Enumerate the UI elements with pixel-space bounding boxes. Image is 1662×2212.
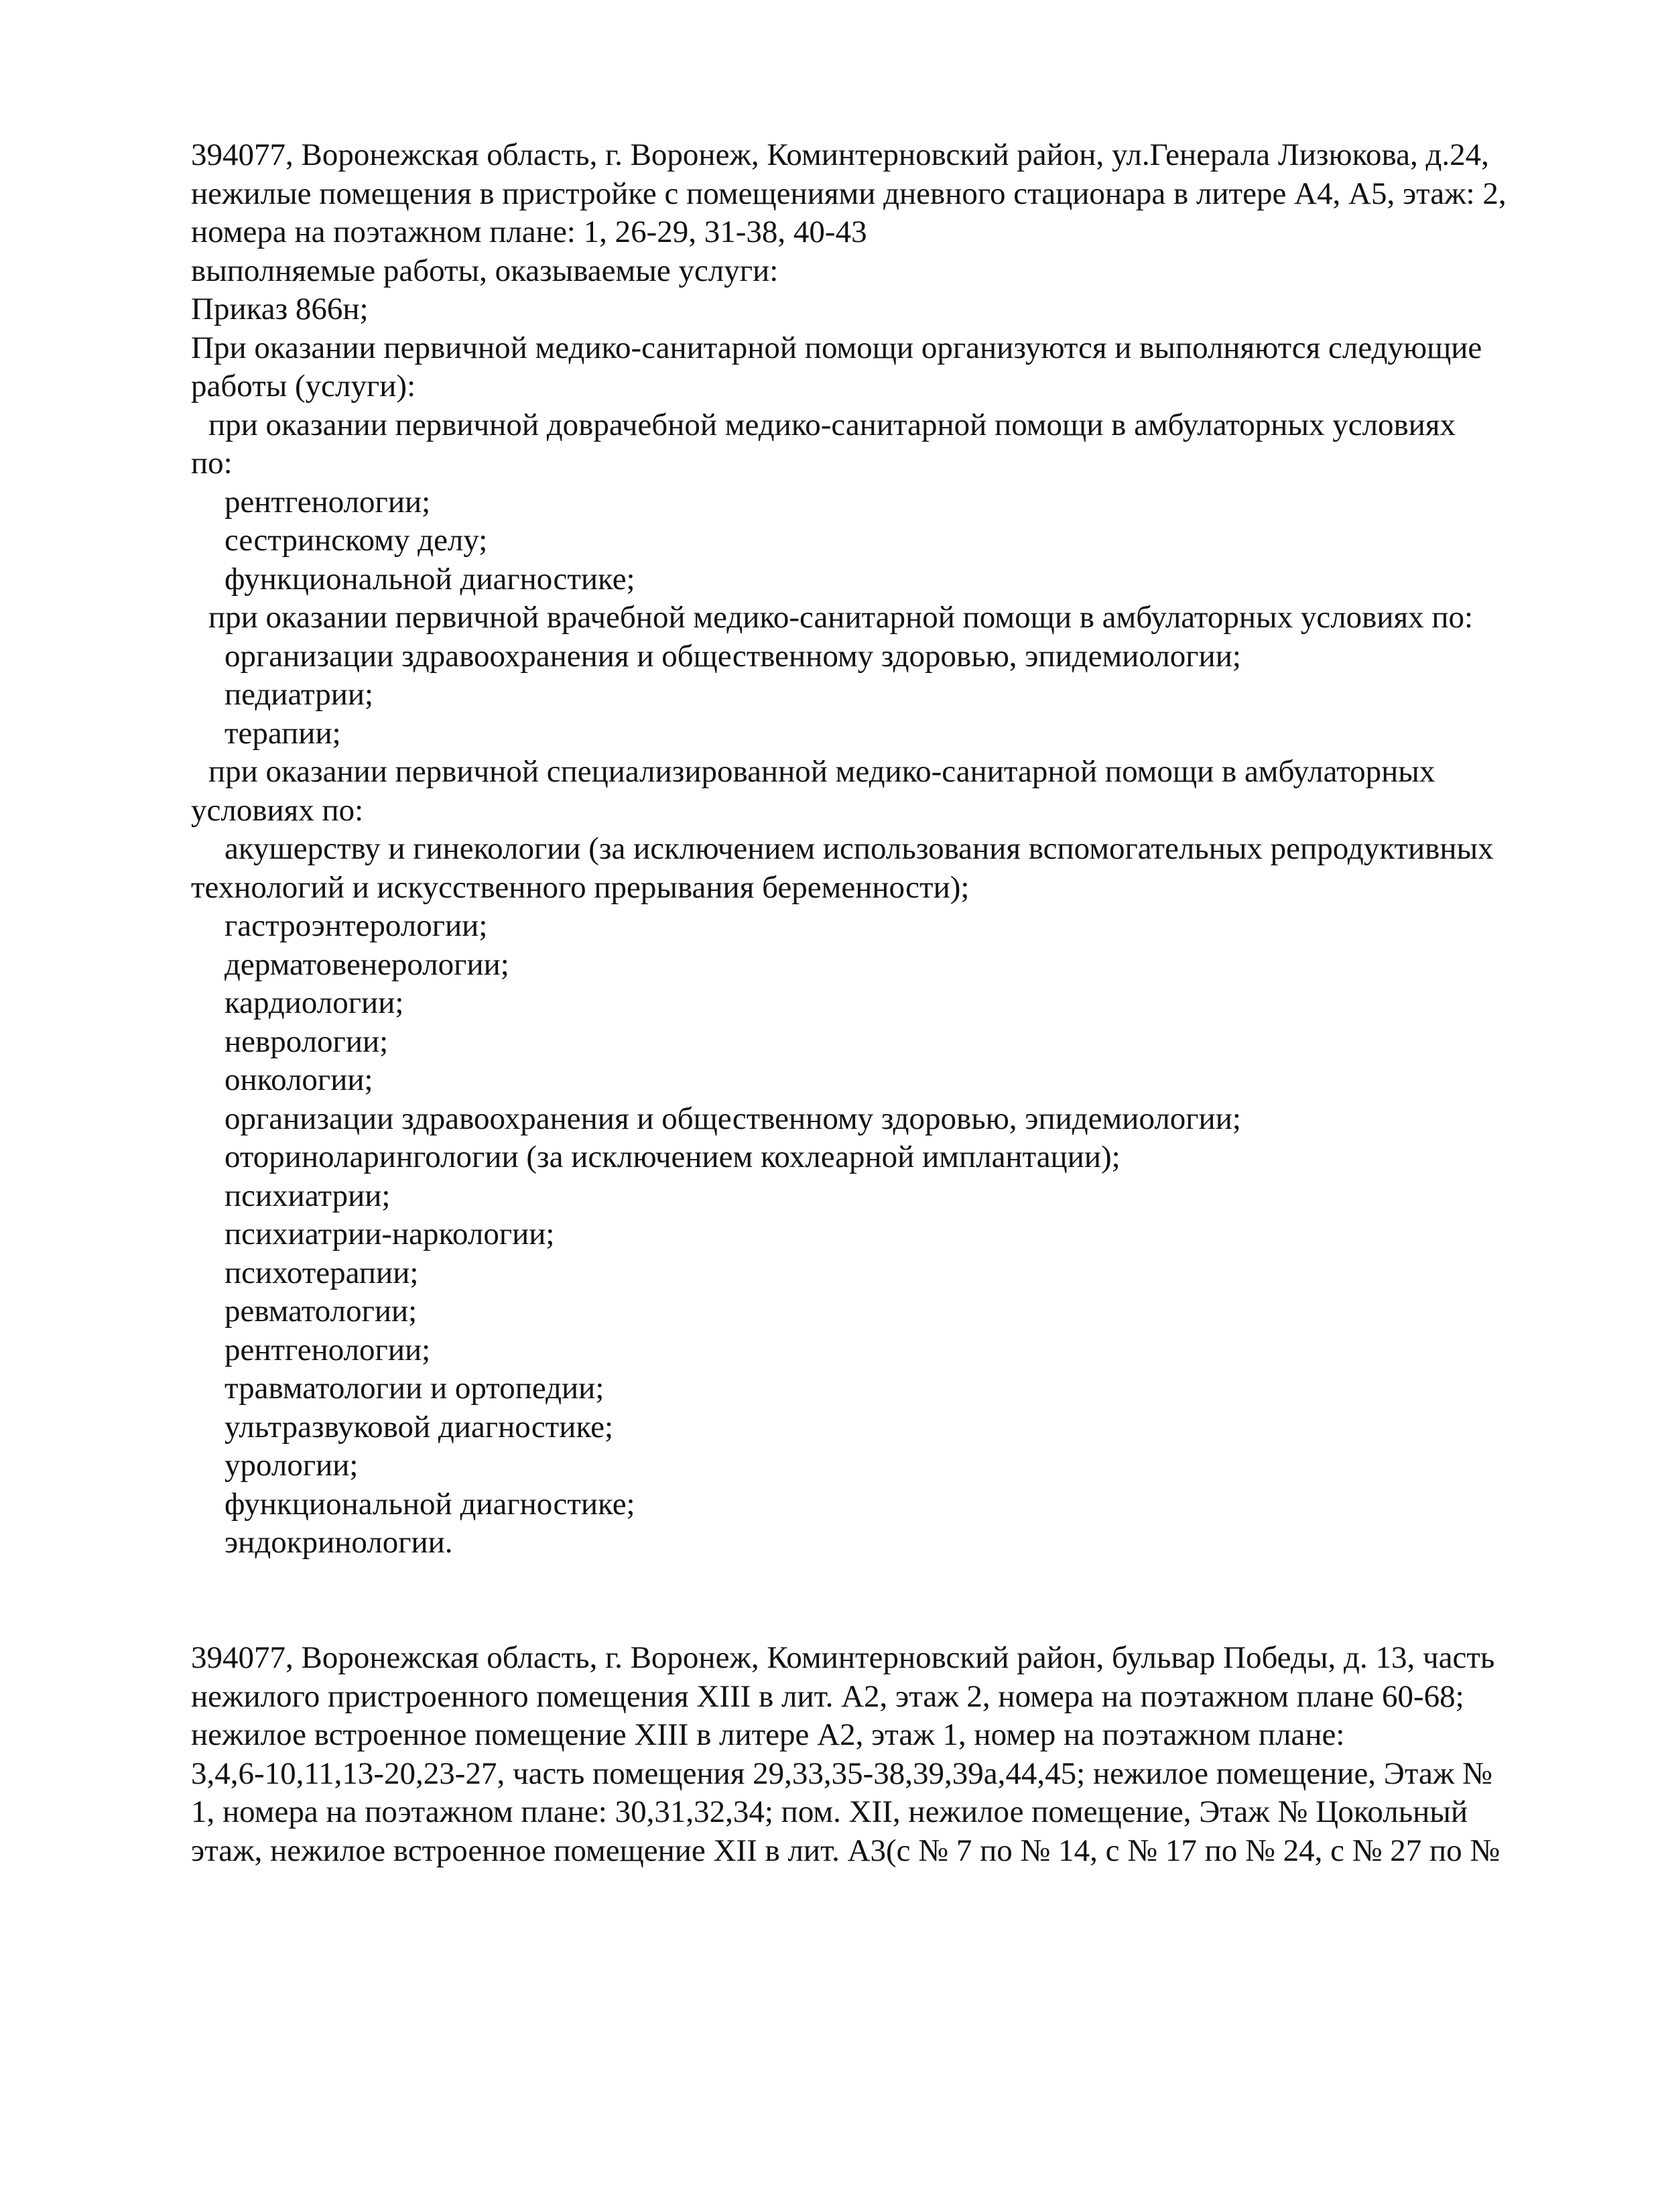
service-item: функциональной диагностике; xyxy=(225,1486,635,1522)
address-line: номера на поэтажном плане: 1, 26-29, 31-38, 40-43 xyxy=(191,214,867,249)
address-line: 3,4,6-10,11,13-20,23-27, часть помещения 29,33,35-38,39,39а,44,45; нежилое помещение, Этаж № xyxy=(191,1756,1492,1791)
address-line: нежилые помещения в пристройке с помещениями дневного стационара в литере А4, А5, этаж: 2, xyxy=(191,176,1507,211)
service-item: психотерапии; xyxy=(225,1255,419,1290)
service-item: ультразвуковой диагностике; xyxy=(225,1409,614,1445)
service-item: организации здравоохранения и общественному здоровью, эпидемиологии; xyxy=(225,638,1241,674)
address-line: нежилого пристроенного помещения XIII в лит. А2, этаж 2, номера на поэтажном плане 60-68; xyxy=(191,1678,1464,1714)
works-label: выполняемые работы, оказываемые услуги: xyxy=(191,253,779,288)
service-item: онкологии; xyxy=(225,1062,373,1097)
service-item: терапии; xyxy=(225,715,341,751)
intro-line: При оказании первичной медико-санитарной помощи организуются и выполняются следующие xyxy=(191,330,1482,365)
intro-line: работы (услуги): xyxy=(191,369,416,404)
service-item: кардиологии; xyxy=(225,985,404,1020)
service-item: рентгенологии; xyxy=(225,484,431,519)
address-line: этаж, нежилое встроенное помещение XII в лит. А3(с № 7 по № 14, с № 17 по № 24, с № 27 по № xyxy=(191,1833,1500,1868)
address-line: нежилое встроенное помещение XIII в литере А2, этаж 1, номер на поэтажном плане: xyxy=(191,1717,1345,1752)
service-item: неврологии; xyxy=(225,1024,389,1059)
care-type-header-physician: при оказании первичной врачебной медико-санитарной помощи в амбулаторных условиях по: xyxy=(208,600,1474,635)
service-item: функциональной диагностике; xyxy=(225,561,635,597)
service-item: педиатрии; xyxy=(225,677,374,712)
service-item: технологий и искусственного прерывания беременности); xyxy=(191,869,970,905)
address-line: 394077, Воронежская область, г. Воронеж, Коминтерновский район, бульвар Победы, д. 13, часть xyxy=(191,1640,1495,1675)
care-type-header-prenurse: при оказании первичной доврачебной медико-санитарной помощи в амбулаторных условиях xyxy=(208,407,1456,442)
care-type-header-prenurse: по: xyxy=(191,446,233,481)
care-type-header-specialized: при оказании первичной специализированной медико-санитарной помощи в амбулаторных xyxy=(208,754,1435,789)
service-item: дерматовенерологии; xyxy=(225,946,509,982)
service-item: психиатрии-наркологии; xyxy=(225,1217,555,1251)
service-item: гастроэнтерологии; xyxy=(225,908,488,943)
service-item: сестринскому делу; xyxy=(225,523,488,558)
care-type-header-specialized: условиях по: xyxy=(191,792,364,828)
order-reference: Приказ 866н; xyxy=(191,292,369,326)
service-item: эндокринологии. xyxy=(225,1525,453,1560)
service-item: акушерству и гинекологии (за исключением использования вспомогательных репродуктивных xyxy=(225,831,1494,866)
address-line: 1, номера на поэтажном плане: 30,31,32,34; пом. XII, нежилое помещение, Этаж № Цокольный xyxy=(191,1794,1468,1829)
license-section-lizyukova xyxy=(191,136,1572,1562)
service-item: урологии; xyxy=(225,1448,359,1483)
service-item: психиатрии; xyxy=(225,1178,391,1213)
service-item: организации здравоохранения и общественному здоровью, эпидемиологии; xyxy=(225,1101,1241,1136)
service-item: рентгенологии; xyxy=(225,1332,431,1367)
service-item: оториноларингологии (за исключением кохлеарной имплантации); xyxy=(225,1140,1121,1174)
address-line: 394077, Воронежская область, г. Воронеж, Коминтерновский район, ул.Генерала Лизюкова, д.24, xyxy=(191,137,1489,172)
license-section-pobedy xyxy=(191,1639,1572,1870)
service-item: травматологии и ортопедии; xyxy=(225,1371,604,1406)
service-item: ревматологии; xyxy=(225,1294,418,1329)
